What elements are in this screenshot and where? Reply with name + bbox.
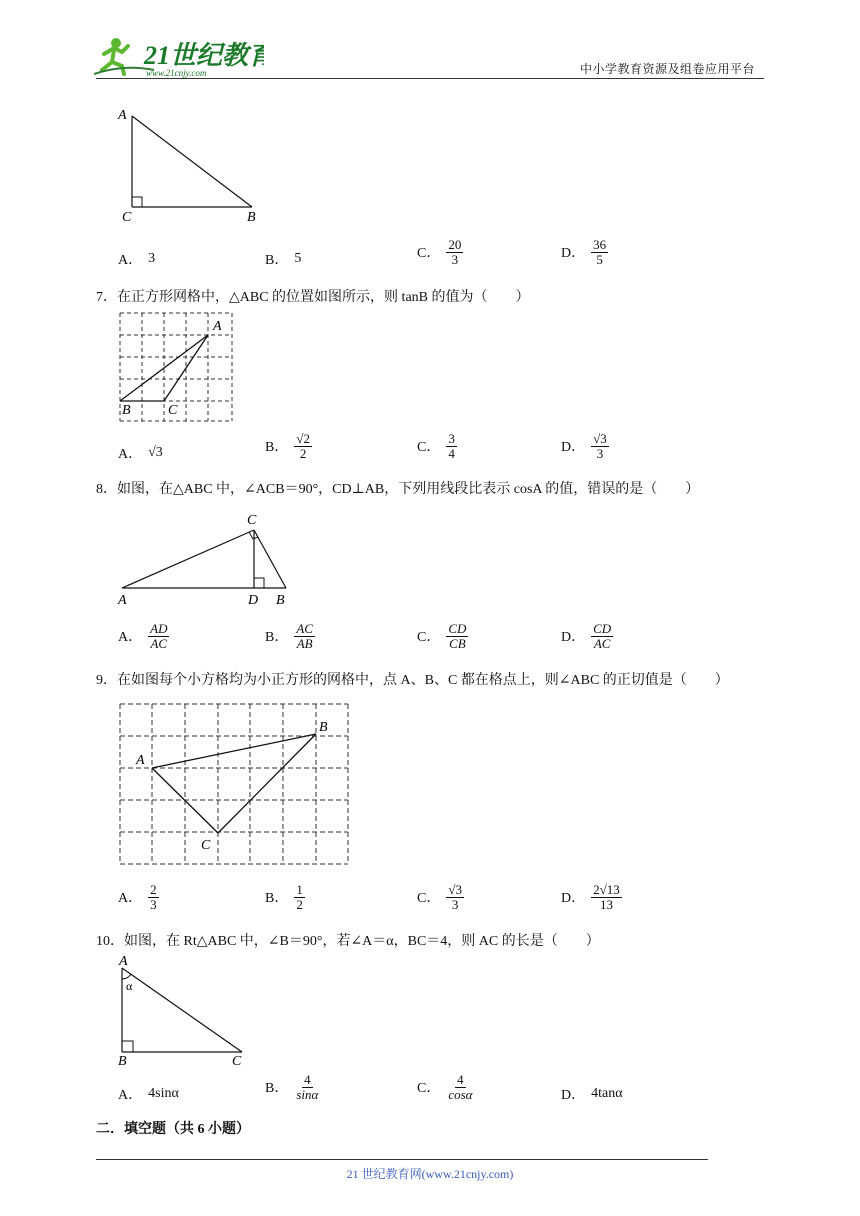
q10-label-c: C [232,1054,242,1069]
q6-option-a[interactable]: A． 3 [118,251,156,268]
q8-option-d[interactable]: D． $\frac{CD}{AC}$ [561,621,612,651]
platform-title: 中小学教育资源及组卷应用平台 [579,62,755,76]
q8-stem: 8．如图，在△ABC 中，∠ACB＝90°，CD⊥AB，下列用线段比表示 cosA 的值，错误的是（ ） [96,482,700,497]
q7-label-a: A [213,319,222,334]
q6-option-b[interactable]: B． 5 [265,251,302,268]
q8-label-d: D [248,593,259,608]
q7-grid-figure [112,308,242,426]
site-logo [94,34,264,83]
q10-label-alpha: α [126,979,133,993]
q9-stem: 9．在如图每个小方格均为小正方形的网格中，点 A、B、C 都在格点上，则∠ABC 的正切值是（ ） [96,673,729,688]
q10-stem: 10．如图，在 Rt△ABC 中，∠B＝90°，若∠A＝α，BC＝4，则 AC 的长是（ ） [96,934,600,949]
q10-figure [112,952,262,1072]
q10-option-b[interactable]: B． $\frac{4}{\sin\alpha}$ [265,1072,319,1102]
footer-text[interactable]: 21 世纪教育网(www.21cnjy.com) [346,1167,514,1181]
q6-label-c: C [122,210,132,225]
runner-logo-icon [94,34,264,78]
q8-option-a[interactable]: A． $\frac{AD}{AC}$ [118,621,168,651]
q7-option-b[interactable]: B． $\frac{√2}{2}$ [265,431,310,461]
q7-option-a[interactable]: A． √3 [118,445,163,462]
q8-option-c[interactable]: C． $\frac{CD}{CB}$ [417,621,467,651]
q6-option-d[interactable]: D． $\frac{36}{5}$ [561,237,607,267]
q9-label-c: C [201,838,211,853]
q10-option-c[interactable]: C． $\frac{4}{\cos\alpha}$ [417,1072,473,1102]
q9-option-a[interactable]: A． $\frac{2}{3}$ [118,882,157,912]
q9-option-c[interactable]: C． $\frac{√3}{3}$ [417,882,462,912]
q9-option-d[interactable]: D． $\frac{2√13}{13}$ [561,882,620,912]
q9-label-b: B [319,720,328,735]
q10-option-a[interactable]: A． 4sinα [118,1086,179,1103]
section-title: 二．填空题（共 6 小题） [96,1122,250,1137]
q9-grid-figure [112,696,362,868]
q6-option-c[interactable]: C． $\frac{20}{3}$ [417,237,462,267]
q8-option-b[interactable]: B． $\frac{AC}{AB}$ [265,621,313,651]
q7-stem: 7．在正方形网格中，△ABC 的位置如图所示，则 tanB 的值为（ ） [96,290,530,305]
header-divider [96,78,764,79]
q8-label-b: B [276,593,285,608]
q7-option-d[interactable]: D． $\frac{√3}{3}$ [561,431,607,461]
q9-option-b[interactable]: B． $\frac{1}{2}$ [265,882,303,912]
q7-label-b: B [122,403,131,418]
footer-divider [96,1159,708,1160]
q10-option-d[interactable]: D． 4tanα [561,1086,623,1103]
q8-figure [112,510,312,610]
q6-label-b: B [247,210,256,225]
q6-label-a: A [118,108,127,123]
q10-label-b: B [118,1054,127,1069]
q7-label-c: C [168,403,178,418]
q9-label-a: A [136,753,145,768]
logo-text: 21世纪教育 [144,41,264,70]
logo-url: www.21cnjy.com [146,68,207,78]
q6-figure [110,104,280,226]
q7-option-c[interactable]: C． $\frac{3}{4}$ [417,431,455,461]
q10-label-a: A [119,954,128,969]
q8-label-a: A [118,593,127,608]
q8-label-c: C [247,513,257,528]
